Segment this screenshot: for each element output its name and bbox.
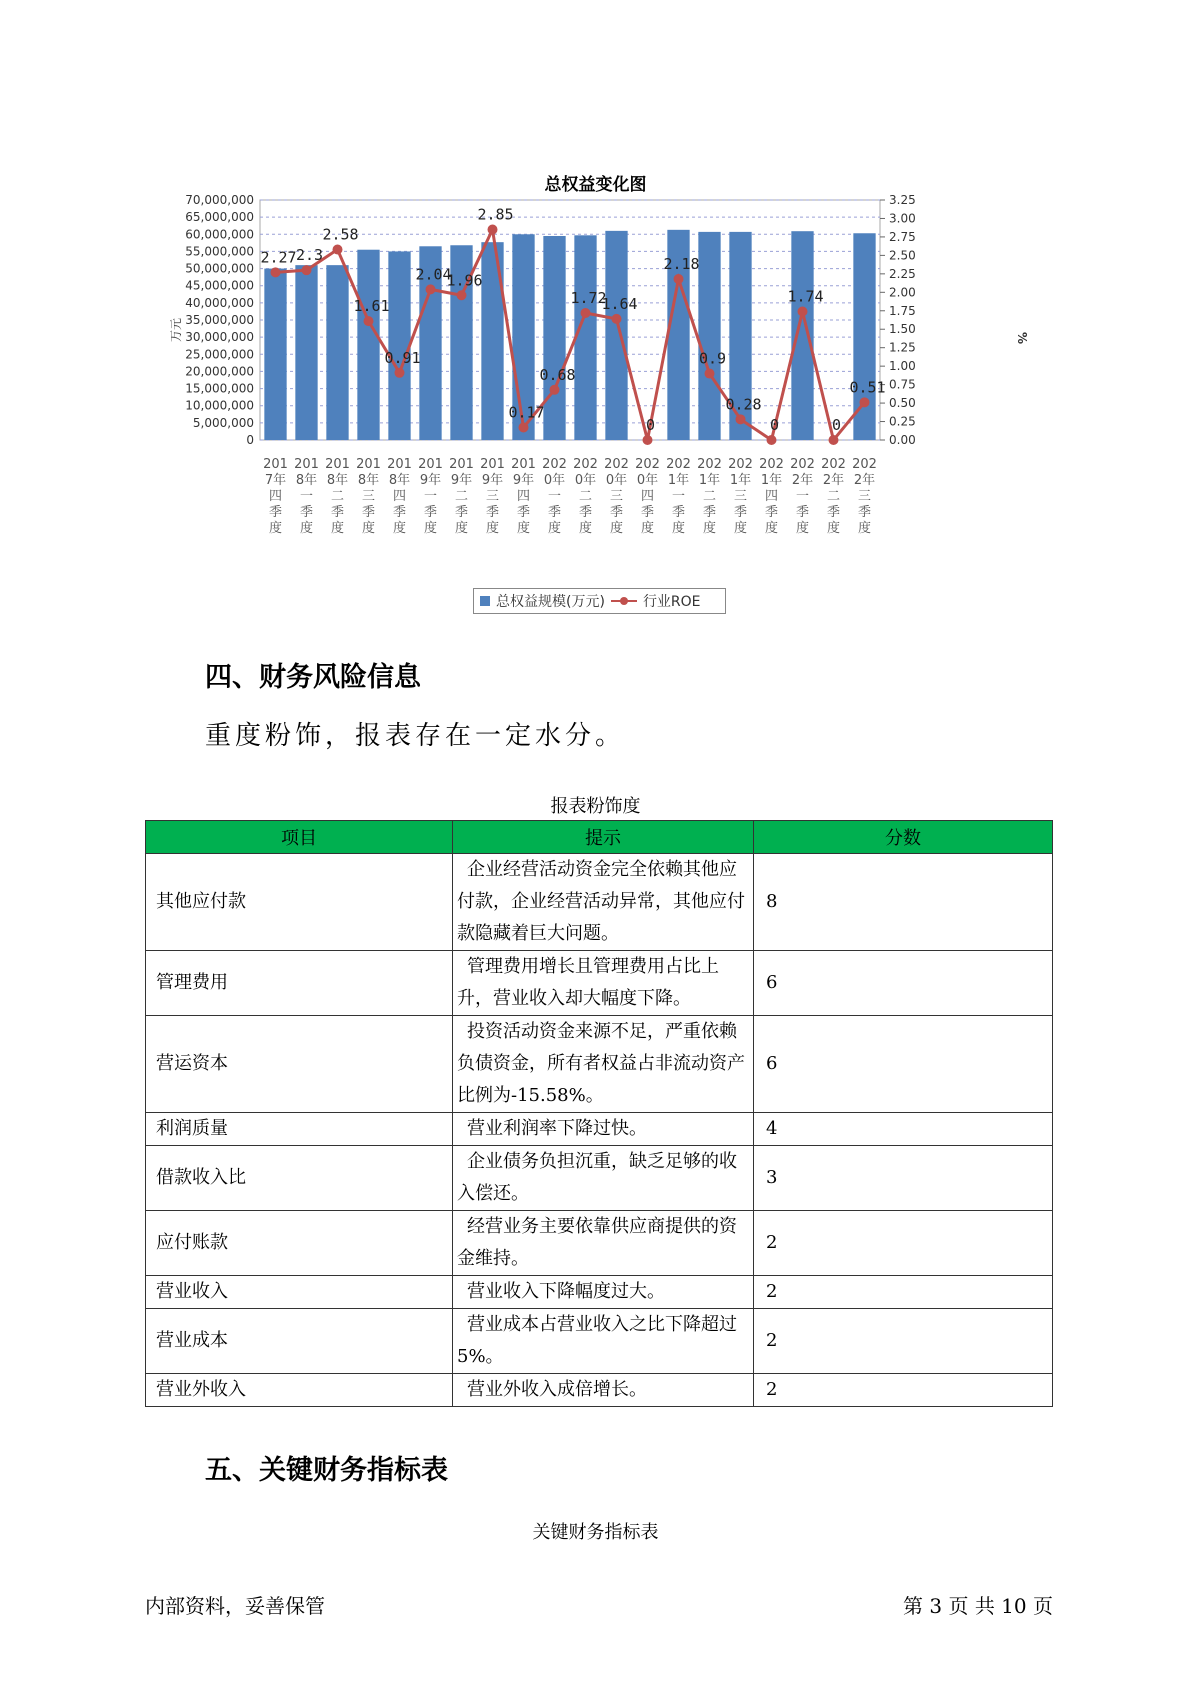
y-tick-right: 0.25 — [889, 414, 916, 429]
legend-line-label: 行业ROE — [642, 594, 701, 610]
table-row — [146, 1374, 1053, 1407]
y-tick-left: 70,000,000 — [185, 193, 254, 207]
row-hint: 管理费用增长且管理费用占比上升，营业收入却大幅度下降。 — [453, 951, 754, 1016]
row-hint: 企业经营活动资金完全依赖其他应付款，企业经营活动异常，其他应付款隐藏着巨大问题。 — [453, 854, 754, 951]
x-tick-label: 202 0年二季度 — [573, 457, 598, 536]
row-score: 3 — [754, 1146, 1053, 1211]
row-score: 8 — [754, 854, 1053, 951]
footer-page-number: 第 3 页 共 10 页 — [903, 1594, 1053, 1618]
y-tick-left: 55,000,000 — [185, 244, 254, 259]
x-tick-label: 201 9年一季度 — [418, 457, 443, 536]
roe-data-label: 1.64 — [601, 294, 638, 313]
x-tick-label: 202 2年三季度 — [852, 457, 877, 536]
section-heading-financial-risk: 四、财务风险信息 — [205, 662, 421, 693]
x-tick-label: 201 7年四季度 — [263, 457, 288, 536]
y-tick-left: 20,000,000 — [185, 364, 254, 379]
row-hint: 营业成本占营业收入之比下降超过5%。 — [453, 1309, 754, 1374]
row-item: 营运资本 — [146, 1016, 453, 1113]
table-row — [146, 1211, 1053, 1276]
roe-data-label: 2.18 — [663, 255, 700, 274]
roe-point — [829, 435, 839, 445]
x-tick-label: 202 0年三季度 — [604, 457, 629, 536]
roe-point — [643, 435, 653, 445]
roe-data-label: 0 — [769, 416, 780, 434]
row-score: 2 — [754, 1211, 1053, 1276]
roe-data-label: 1.74 — [787, 287, 824, 306]
roe-data-label: 0 — [645, 416, 656, 434]
row-hint: 营业利润率下降过快。 — [453, 1113, 754, 1146]
footer-confidential: 内部资料，妥善保管 — [145, 1594, 325, 1618]
y-tick-right: 2.50 — [889, 248, 916, 263]
bar — [264, 269, 286, 440]
table-row — [146, 854, 1053, 951]
roe-data-label: 0.51 — [849, 378, 886, 397]
table-row — [146, 1113, 1053, 1146]
roe-data-label: 0.28 — [725, 395, 762, 414]
row-hint: 营业外收入成倍增长。 — [453, 1374, 754, 1407]
y-tick-right: 0.00 — [889, 433, 916, 447]
roe-point — [705, 369, 715, 379]
row-score: 6 — [754, 951, 1053, 1016]
roe-point — [736, 414, 746, 424]
roe-point — [767, 435, 777, 445]
y-tick-left: 0 — [246, 433, 254, 447]
chart-legend — [473, 588, 726, 614]
y-tick-left: 15,000,000 — [185, 381, 254, 396]
y-tick-right: 1.75 — [889, 303, 916, 318]
y-tick-left: 60,000,000 — [185, 227, 254, 242]
row-item: 营业成本 — [146, 1309, 453, 1374]
roe-point — [519, 422, 529, 432]
bar — [698, 232, 720, 440]
y-tick-left: 30,000,000 — [185, 330, 254, 345]
bar — [357, 250, 379, 440]
roe-data-label: 0.68 — [539, 365, 576, 384]
row-score: 2 — [754, 1276, 1053, 1309]
legend-bar-swatch — [480, 596, 490, 606]
bar — [388, 251, 410, 440]
roe-data-label: 1.72 — [570, 288, 607, 307]
bar — [791, 231, 813, 440]
y-tick-right: 0.75 — [889, 377, 916, 392]
roe-data-label: 2.04 — [415, 265, 452, 284]
roe-point — [457, 290, 467, 300]
roe-point — [550, 385, 560, 395]
row-item: 其他应付款 — [146, 854, 453, 951]
row-item: 营业收入 — [146, 1276, 453, 1309]
row-item: 管理费用 — [146, 951, 453, 1016]
row-item: 应付账款 — [146, 1211, 453, 1276]
roe-point — [581, 308, 591, 318]
roe-data-label: 2.58 — [322, 225, 359, 244]
section-heading-key-indicators: 五、关键财务指标表 — [205, 1455, 448, 1486]
row-hint: 营业收入下降幅度过大。 — [453, 1276, 754, 1309]
x-tick-label: 201 8年二季度 — [325, 457, 350, 536]
row-hint: 经营业务主要依靠供应商提供的资金维持。 — [453, 1211, 754, 1276]
row-item: 营业外收入 — [146, 1374, 453, 1407]
y-tick-right: 1.50 — [889, 322, 916, 337]
bar — [326, 265, 348, 440]
row-score: 4 — [754, 1113, 1053, 1146]
x-tick-label: 201 8年三季度 — [356, 457, 381, 536]
equity-chart — [150, 193, 1029, 585]
y-tick-right: 1.25 — [889, 340, 916, 355]
roe-point — [488, 225, 498, 235]
bar — [574, 235, 596, 440]
roe-point — [395, 368, 405, 378]
roe-data-label: 2.85 — [477, 205, 514, 224]
risk-table-caption: 报表粉饰度 — [550, 796, 641, 817]
row-score: 2 — [754, 1374, 1053, 1407]
y-tick-right: 3.00 — [889, 211, 916, 226]
x-tick-label: 202 0年四季度 — [635, 457, 660, 536]
y-tick-right: 2.25 — [889, 266, 916, 281]
roe-data-label: 2.27 — [260, 248, 297, 267]
x-tick-label: 202 1年四季度 — [759, 457, 784, 536]
y-tick-left: 50,000,000 — [185, 261, 254, 276]
row-hint: 企业债务负担沉重，缺乏足够的收入偿还。 — [453, 1146, 754, 1211]
row-score: 2 — [754, 1309, 1053, 1374]
x-tick-label: 201 8年四季度 — [387, 457, 412, 536]
x-tick-label: 202 1年一季度 — [666, 457, 691, 536]
row-item: 借款收入比 — [146, 1146, 453, 1211]
y-axis-left-label: 万元 — [169, 317, 183, 343]
roe-point — [798, 307, 808, 317]
y-tick-right: 2.00 — [889, 285, 916, 300]
roe-point — [860, 397, 870, 407]
y-axis-right-label: % — [1015, 331, 1029, 345]
y-tick-right: 0.50 — [889, 396, 916, 411]
bar — [853, 233, 875, 440]
roe-point — [426, 284, 436, 294]
bar — [543, 236, 565, 440]
y-tick-right: 3.25 — [889, 193, 916, 207]
roe-point — [302, 265, 312, 275]
y-tick-left: 10,000,000 — [185, 398, 254, 413]
y-tick-left: 40,000,000 — [185, 295, 254, 310]
y-tick-right: 1.00 — [889, 359, 916, 374]
x-tick-label: 201 9年四季度 — [511, 457, 536, 536]
key-indicators-caption: 关键财务指标表 — [532, 1522, 659, 1543]
chart-title: 总权益变化图 — [544, 175, 647, 195]
y-tick-left: 25,000,000 — [185, 347, 254, 362]
row-score: 6 — [754, 1016, 1053, 1113]
table-row — [146, 1309, 1053, 1374]
y-tick-left: 65,000,000 — [185, 210, 254, 225]
x-tick-label: 202 1年二季度 — [697, 457, 722, 536]
roe-data-label: 0.91 — [384, 348, 421, 367]
table-header-row — [146, 821, 1053, 854]
table-row — [146, 951, 1053, 1016]
roe-point — [364, 316, 374, 326]
table-row — [146, 1146, 1053, 1211]
risk-table — [145, 820, 1053, 1407]
table-row — [146, 1276, 1053, 1309]
risk-summary: 重度粉饰，报表存在一定水分。 — [205, 721, 626, 751]
x-tick-label: 202 2年一季度 — [790, 457, 815, 536]
header-hint: 提示 — [453, 821, 754, 854]
y-tick-left: 45,000,000 — [185, 278, 254, 293]
x-tick-label: 201 9年二季度 — [449, 457, 474, 536]
roe-point — [612, 314, 622, 324]
roe-point — [271, 267, 281, 277]
y-tick-left: 5,000,000 — [192, 415, 254, 430]
x-tick-label: 202 1年三季度 — [728, 457, 753, 536]
roe-data-label: 2.3 — [295, 246, 324, 265]
x-tick-label: 201 9年三季度 — [480, 457, 505, 536]
roe-point — [674, 274, 684, 284]
header-item: 项目 — [146, 821, 453, 854]
bar — [295, 265, 317, 440]
bar — [605, 231, 627, 440]
roe-data-label: 0.17 — [508, 403, 545, 422]
roe-data-label: 1.96 — [446, 271, 483, 290]
roe-point — [333, 244, 343, 254]
roe-data-label: 0 — [831, 416, 842, 434]
y-tick-left: 35,000,000 — [185, 313, 254, 327]
roe-data-label: 0.9 — [698, 349, 727, 368]
header-score: 分数 — [754, 821, 1053, 854]
x-tick-label: 202 2年二季度 — [821, 457, 846, 536]
x-tick-label: 201 8年一季度 — [294, 457, 319, 536]
row-item: 利润质量 — [146, 1113, 453, 1146]
y-tick-right: 2.75 — [889, 229, 916, 244]
row-hint: 投资活动资金来源不足，严重依赖负债资金，所有者权益占非流动资产比例为-15.58%。 — [453, 1016, 754, 1113]
table-row — [146, 1016, 1053, 1113]
legend-bar-label: 总权益规模(万元) — [496, 594, 605, 610]
x-tick-label: 202 0年一季度 — [542, 457, 567, 536]
legend-line-swatch — [611, 596, 637, 606]
roe-data-label: 1.61 — [353, 297, 390, 316]
